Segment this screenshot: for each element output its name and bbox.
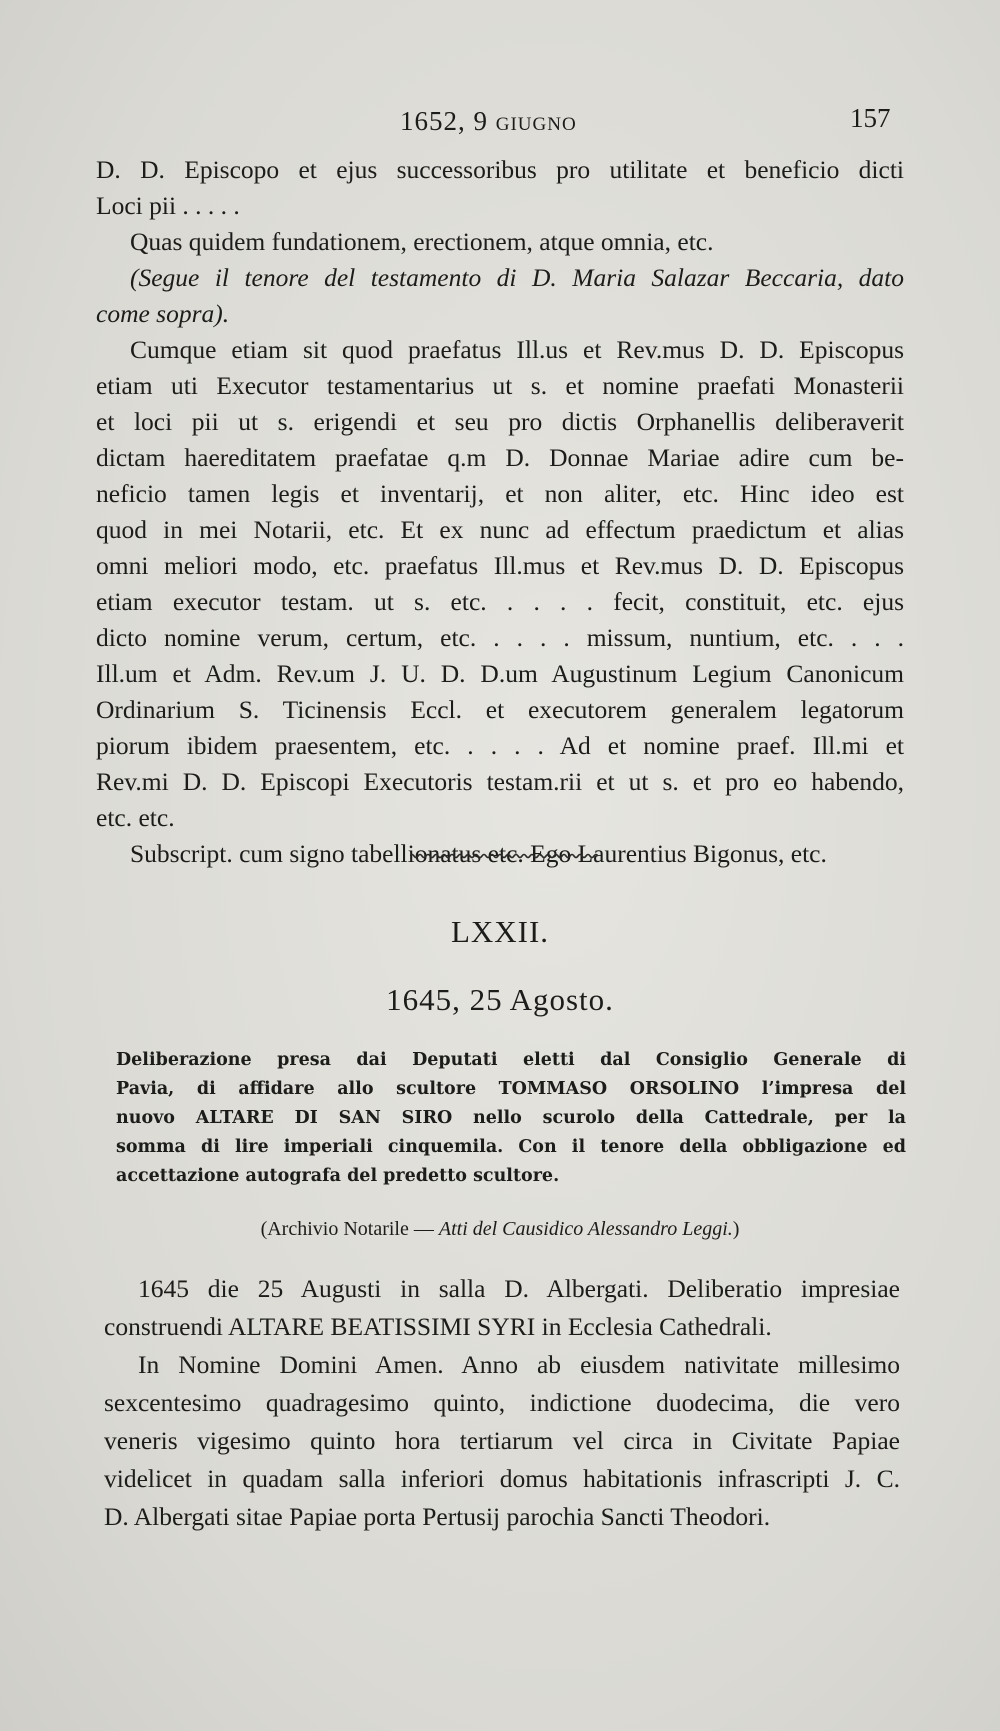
text-line: construendi ALTARE BEATISSIMI SYRI in Ecclesia Cathedrali.: [104, 1312, 772, 1341]
text-line: dictam haereditatem praefatae q.m D. Donnae Mariae adire cum be-: [96, 443, 904, 472]
archive-source: [0, 1218, 1000, 1241]
text-line: etiam executor testam. ut s. etc. . . . . fecit, constituit, etc. ejus: [96, 587, 904, 616]
text-line: Subscript. cum signo tabellionatus etc. Ego Laurentius Bigonus, etc.: [130, 839, 827, 868]
section-divider: [410, 852, 598, 860]
text-line: Quas quidem fundationem, erectionem, atque omnia, etc.: [130, 227, 714, 256]
summary-line: Pavia, di affidare allo scultore TOMMASO ORSOLINO l’impresa del: [116, 1079, 906, 1099]
text-line: Loci pii . . . . .: [96, 191, 240, 220]
text-line: Cumque etiam sit quod praefatus Ill.us et Rev.mus D. D. Episcopus: [130, 335, 904, 364]
text-line: come sopra).: [96, 299, 230, 328]
summary-line: nuovo ALTARE DI SAN SIRO nello scurolo della Cattedrale, per la: [116, 1108, 906, 1128]
document-body-part1: [96, 152, 904, 872]
document-summary: [116, 1046, 906, 1191]
text-line: videlicet in quadam salla inferiori domus habitationis infrascripti J. C.: [104, 1464, 900, 1493]
text-line: piorum ibidem praesentem, etc. . . . . Ad et nomine praef. Ill.mi et: [96, 731, 904, 760]
text-line: quod in mei Notarii, etc. Et ex nunc ad effectum praedictum et alias: [96, 515, 904, 544]
summary-line: accettazione autografa del predetto scultore.: [116, 1166, 560, 1186]
text-line: et loci pii ut s. erigendi et seu pro dictis Orphanellis deliberaverit: [96, 407, 904, 436]
section-number: LXXII.: [450, 914, 550, 949]
summary-line: somma di lire imperiali cinquemila. Con il tenore della obbligazione ed: [116, 1137, 906, 1157]
header-date: [400, 106, 577, 137]
source-close: ): [732, 1218, 740, 1240]
text-line: etiam uti Executor testamentarius ut s. et nomine praefati Monasterii: [96, 371, 904, 400]
text-line: omni meliori modo, etc. praefatus Ill.mus et Rev.mus D. D. Episcopus: [96, 551, 904, 580]
header-date-month: GIUGNO: [495, 114, 577, 135]
text-line: sexcentesimo quadragesimo quinto, indictione duodecima, die vero: [104, 1388, 900, 1417]
text-line: neficio tamen legis et inventarij, et non aliter, etc. Hinc ideo est: [96, 479, 904, 508]
header-date-year-day: 1652, 9: [400, 106, 488, 136]
text-line: Ordinarium S. Ticinensis Eccl. et executorem generalem legatorum: [96, 695, 904, 724]
text-line: D. Albergati sitae Papiae porta Pertusij parochia Sancti Theodori.: [104, 1502, 771, 1531]
text-line: D. D. Episcopo et ejus successoribus pro utilitate et beneficio dicti: [96, 155, 904, 184]
document-body-part2: [104, 1270, 900, 1536]
running-header: [0, 98, 1000, 138]
section-date: 1645, 25 Agosto.: [386, 982, 614, 1017]
text-line: etc. etc.: [96, 803, 175, 832]
text-line: Rev.mi D. D. Episcopi Executoris testam.rii et ut s. et pro eo habendo,: [96, 767, 904, 796]
text-line: (Segue il tenore del testamento di D. Maria Salazar Beccaria, dato: [130, 263, 904, 292]
summary-line: Deliberazione presa dai Deputati eletti dal Consiglio Generale di: [116, 1050, 906, 1070]
source-title: Atti del Causidico Alessandro Leggi.: [438, 1218, 733, 1240]
text-line: Ill.um et Adm. Rev.um J. U. D. D.um Augustinum Legium Canonicum: [96, 659, 904, 688]
source-open: (Archivio Notarile —: [260, 1218, 439, 1240]
page-number: 157: [850, 103, 891, 133]
text-line: In Nomine Domini Amen. Anno ab eiusdem nativitate millesimo: [138, 1350, 900, 1379]
text-line: veneris vigesimo quinto hora tertiarum vel circa in Civitate Papiae: [104, 1426, 900, 1455]
text-line: dicto nomine verum, certum, etc. . . . . missum, nuntium, etc. . . .: [96, 623, 904, 652]
text-line: 1645 die 25 Augusti in salla D. Albergati. Deliberatio impresiae: [138, 1274, 900, 1303]
